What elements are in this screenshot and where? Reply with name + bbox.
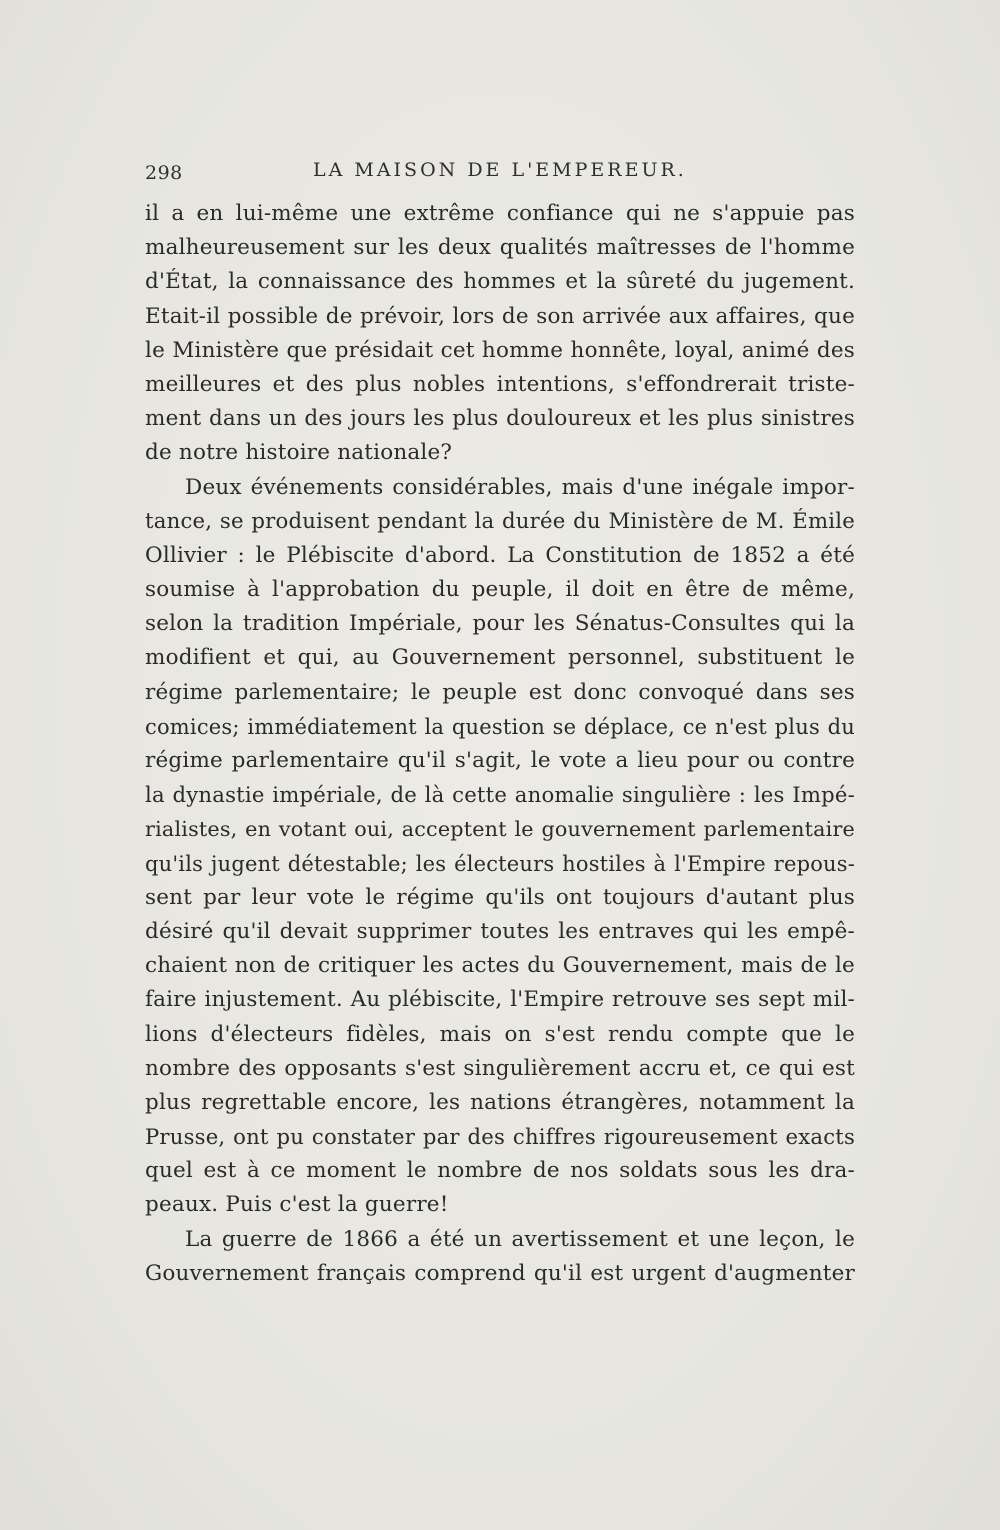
text-line: lions d'électeurs fidèles, mais on s'est rendu compte que le xyxy=(145,1021,855,1047)
text-line: Gouvernement français comprend qu'il est urgent d'augmenter xyxy=(145,1260,855,1286)
text-line: la dynastie impériale, de là cette anomalie singulière : les Impé- xyxy=(145,782,855,808)
text-line: Ollivier : le Plébiscite d'abord. La Constitution de 1852 a été xyxy=(145,542,855,568)
body-text xyxy=(145,197,855,1291)
text-line: plus regrettable encore, les nations étrangères, notamment la xyxy=(145,1089,855,1115)
text-line: malheureusement sur les deux qualités maîtresses de l'homme xyxy=(145,235,855,261)
text-line: selon la tradition Impériale, pour les Sénatus-Consultes qui la xyxy=(145,611,855,637)
text-line: modifient et qui, au Gouvernement personnel, substituent le xyxy=(145,645,855,671)
text-line: soumise à l'approbation du peuple, il doit en être de même, xyxy=(145,577,855,603)
paragraph-start-line: Deux événements considérables, mais d'une inégale impor- xyxy=(185,474,855,500)
text-line: qu'ils jugent détestable; les électeurs hostiles à l'Empire repous- xyxy=(145,851,855,876)
page-number: 298 xyxy=(145,162,183,184)
text-line: rialistes, en votant oui, acceptent le gouvernement parlementaire xyxy=(145,817,855,842)
text-line: quel est à ce moment le nombre de nos soldats sous les dra- xyxy=(145,1158,855,1184)
text-line: sent par leur vote le régime qu'ils ont toujours d'autant plus xyxy=(145,884,855,910)
text-line: nombre des opposants s'est singulièrement accru et, ce qui est xyxy=(145,1055,855,1081)
paragraph-start-line: La guerre de 1866 a été un avertissement et une leçon, le xyxy=(185,1226,855,1252)
text-line: comices; immédiatement la question se déplace, ce n'est plus du xyxy=(145,713,855,739)
text-line: Etait-il possible de prévoir, lors de son arrivée aux affaires, que xyxy=(145,303,855,329)
text-line: peaux. Puis c'est la guerre! xyxy=(145,1192,449,1218)
running-title: LA MAISON DE L'EMPEREUR. xyxy=(313,159,687,181)
text-line: ment dans un des jours les plus douloureux et les plus sinistres xyxy=(145,406,855,432)
text-line: de notre histoire nationale? xyxy=(145,440,453,466)
text-line: il a en lui-même une extrême confiance qui ne s'appuie pas xyxy=(145,201,855,226)
page-header xyxy=(145,150,855,190)
text-line: faire injustement. Au plébiscite, l'Empire retrouve ses sept mil- xyxy=(145,987,855,1013)
text-line: régime parlementaire qu'il s'agit, le vote a lieu pour ou contre xyxy=(145,748,855,773)
text-line: régime parlementaire; le peuple est donc convoqué dans ses xyxy=(145,679,855,705)
text-line: Prusse, ont pu constater par des chiffres rigoureusement exacts xyxy=(145,1124,855,1150)
text-line: tance, se produisent pendant la durée du Ministère de M. Émile xyxy=(145,508,855,534)
text-line: meilleures et des plus nobles intentions, s'effondrerait triste- xyxy=(145,371,855,397)
text-line: désiré qu'il devait supprimer toutes les entraves qui les empê- xyxy=(145,918,855,944)
text-line: le Ministère que présidait cet homme honnête, loyal, animé des xyxy=(145,337,855,363)
text-line: d'État, la connaissance des hommes et la sûreté du jugement. xyxy=(145,269,855,295)
text-line: chaient non de critiquer les actes du Gouvernement, mais de le xyxy=(145,953,855,979)
